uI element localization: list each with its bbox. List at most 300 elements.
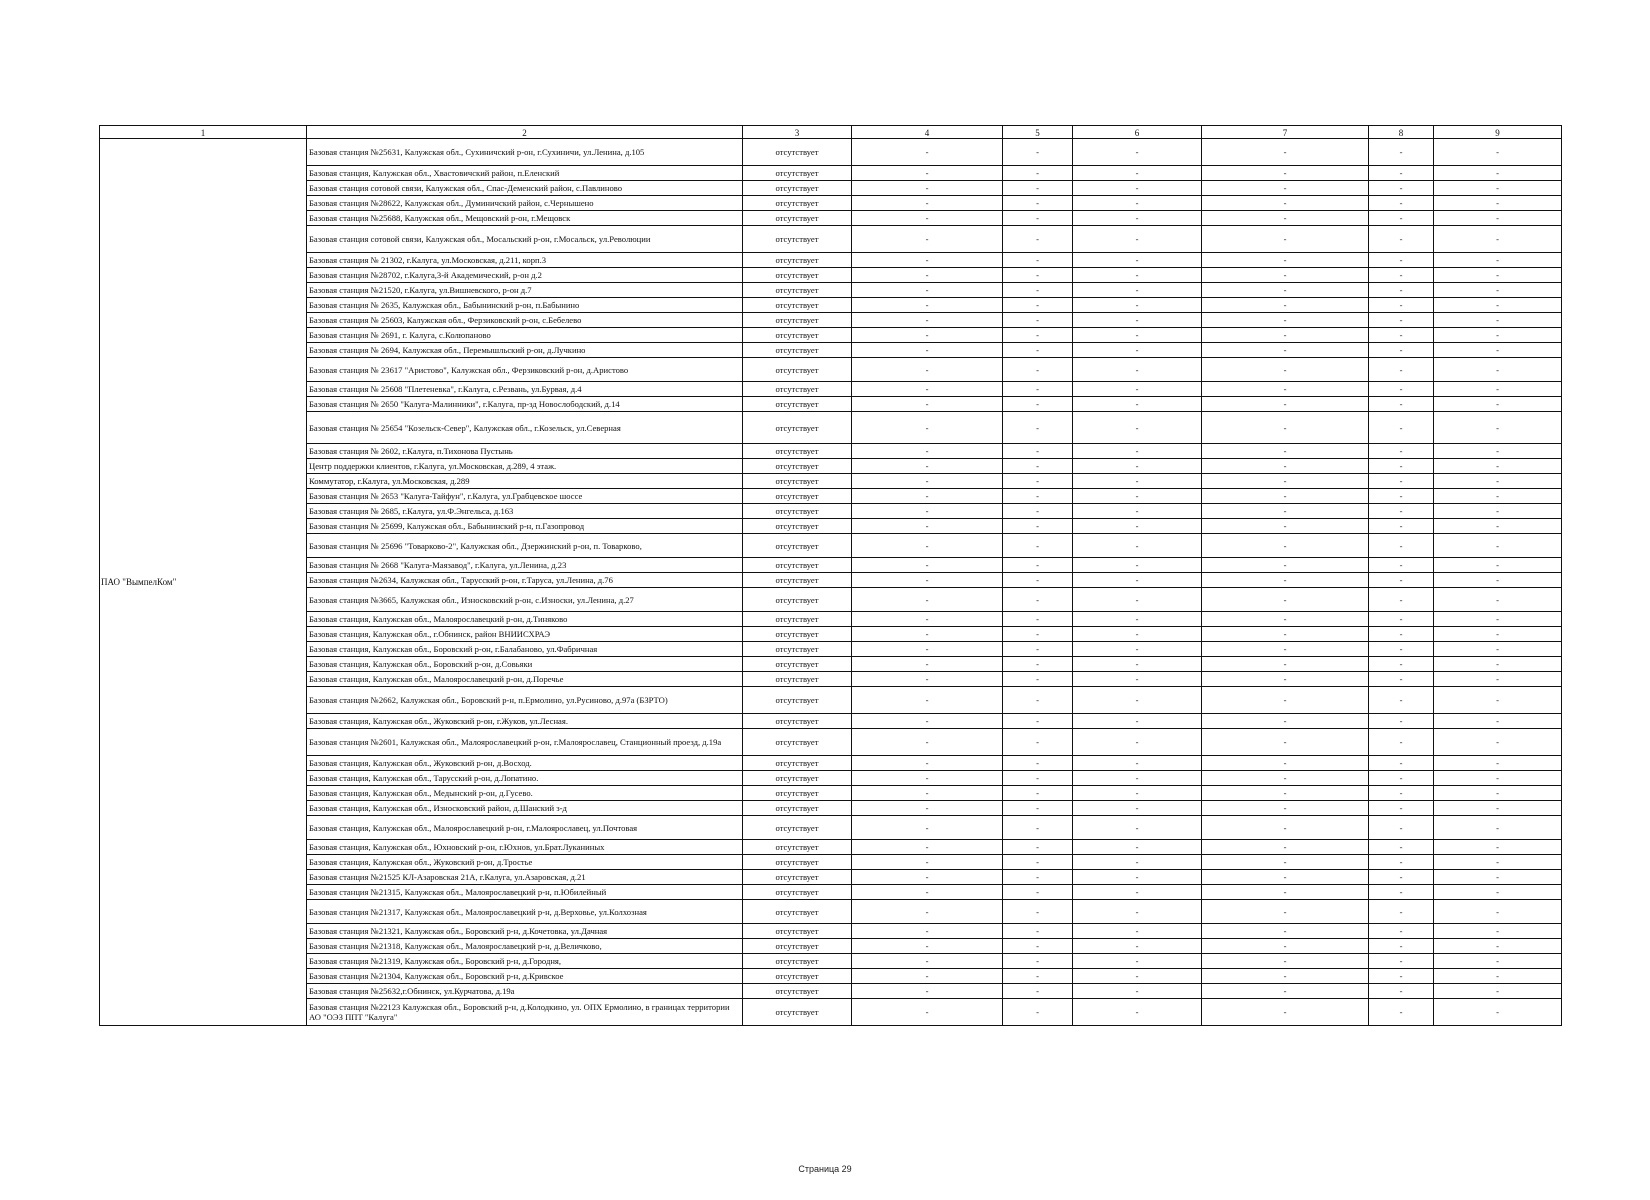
dash-cell-col9: - bbox=[1434, 627, 1562, 642]
dash-cell-col8: - bbox=[1369, 786, 1434, 801]
object-name: Базовая станция, Калужская обл., Тарусский р-он, д.Лопатино. bbox=[307, 771, 743, 786]
status-cell: отсутствует bbox=[743, 984, 852, 999]
dash-cell-col9: - bbox=[1434, 816, 1562, 840]
dash-cell-col7: - bbox=[1202, 313, 1369, 328]
table-row bbox=[100, 166, 1562, 181]
dash-cell-col8: - bbox=[1369, 558, 1434, 573]
object-name: Базовая станция № 2691, г. Калуга, с.Колюпаново bbox=[307, 328, 743, 343]
status-cell: отсутствует bbox=[743, 268, 852, 283]
dash-cell-col6: - bbox=[1073, 489, 1202, 504]
dash-cell-col6: - bbox=[1073, 226, 1202, 253]
dash-cell-col6: - bbox=[1073, 196, 1202, 211]
dash-cell-col8: - bbox=[1369, 855, 1434, 870]
dash-cell-col9: - bbox=[1434, 343, 1562, 358]
dash-cell-col9: - bbox=[1434, 474, 1562, 489]
dash-cell-col9: - bbox=[1434, 253, 1562, 268]
dash-cell-col4: - bbox=[852, 558, 1003, 573]
table-row bbox=[100, 816, 1562, 840]
dash-cell-col6: - bbox=[1073, 816, 1202, 840]
status-cell: отсутствует bbox=[743, 519, 852, 534]
table-row bbox=[100, 313, 1562, 328]
dash-cell-col5: - bbox=[1003, 268, 1073, 283]
dash-cell-col8: - bbox=[1369, 226, 1434, 253]
dash-cell-col9: - bbox=[1434, 885, 1562, 900]
dash-cell-col4: - bbox=[852, 397, 1003, 412]
dash-cell-col9: - bbox=[1434, 519, 1562, 534]
dash-cell-col4: - bbox=[852, 253, 1003, 268]
dash-cell-col4: - bbox=[852, 984, 1003, 999]
status-cell: отсутствует bbox=[743, 211, 852, 226]
dash-cell-col4: - bbox=[852, 870, 1003, 885]
dash-cell-col6: - bbox=[1073, 588, 1202, 612]
dash-cell-col4: - bbox=[852, 211, 1003, 226]
dash-cell-col8: - bbox=[1369, 588, 1434, 612]
table-row bbox=[100, 519, 1562, 534]
dash-cell-col5: - bbox=[1003, 534, 1073, 558]
status-cell: отсутствует bbox=[743, 657, 852, 672]
dash-cell-col4: - bbox=[852, 771, 1003, 786]
dash-cell-col7: - bbox=[1202, 397, 1369, 412]
dash-cell-col6: - bbox=[1073, 253, 1202, 268]
dash-cell-col5: - bbox=[1003, 166, 1073, 181]
dash-cell-col8: - bbox=[1369, 358, 1434, 382]
table-row bbox=[100, 900, 1562, 924]
table-row bbox=[100, 642, 1562, 657]
dash-cell-col4: - bbox=[852, 939, 1003, 954]
dash-cell-col6: - bbox=[1073, 954, 1202, 969]
dash-cell-col9: - bbox=[1434, 459, 1562, 474]
object-name: Базовая станция № 2694, Калужская обл., Перемышльский р-он, д.Лучкино bbox=[307, 343, 743, 358]
dash-cell-col8: - bbox=[1369, 627, 1434, 642]
dash-cell-col7: - bbox=[1202, 714, 1369, 729]
dash-cell-col9: - bbox=[1434, 714, 1562, 729]
dash-cell-col6: - bbox=[1073, 139, 1202, 166]
object-name: Базовая станция, Калужская обл., Юхновский р-он, г.Юхнов, ул.Брат.Луканиных bbox=[307, 840, 743, 855]
status-cell: отсутствует bbox=[743, 771, 852, 786]
dash-cell-col9: - bbox=[1434, 672, 1562, 687]
status-cell: отсутствует bbox=[743, 840, 852, 855]
table-row bbox=[100, 534, 1562, 558]
status-cell: отсутствует bbox=[743, 924, 852, 939]
dash-cell-col8: - bbox=[1369, 268, 1434, 283]
object-name: Центр поддержки клиентов, г.Калуга, ул.Московская, д.289, 4 этаж. bbox=[307, 459, 743, 474]
dash-cell-col5: - bbox=[1003, 358, 1073, 382]
table-row bbox=[100, 612, 1562, 627]
status-cell: отсутствует bbox=[743, 489, 852, 504]
status-cell: отсутствует bbox=[743, 397, 852, 412]
dash-cell-col4: - bbox=[852, 924, 1003, 939]
column-number-1: 1 bbox=[100, 126, 307, 139]
object-name: Базовая станция №28622, Калужская обл., Думиничский район, с.Чернышено bbox=[307, 196, 743, 211]
column-number-4: 4 bbox=[852, 126, 1003, 139]
table-row bbox=[100, 714, 1562, 729]
dash-cell-col4: - bbox=[852, 999, 1003, 1026]
dash-cell-col8: - bbox=[1369, 984, 1434, 999]
dash-cell-col6: - bbox=[1073, 924, 1202, 939]
dash-cell-col5: - bbox=[1003, 139, 1073, 166]
dash-cell-col6: - bbox=[1073, 573, 1202, 588]
status-cell: отсутствует bbox=[743, 969, 852, 984]
dash-cell-col7: - bbox=[1202, 343, 1369, 358]
dash-cell-col9: - bbox=[1434, 268, 1562, 283]
dash-cell-col9: - bbox=[1434, 984, 1562, 999]
status-cell: отсутствует bbox=[743, 642, 852, 657]
object-name: Базовая станция №21318, Калужская обл., Малоярославецкий р-н, д.Величково, bbox=[307, 939, 743, 954]
dash-cell-col5: - bbox=[1003, 729, 1073, 756]
dash-cell-col6: - bbox=[1073, 687, 1202, 714]
dash-cell-col9: - bbox=[1434, 840, 1562, 855]
dash-cell-col9: - bbox=[1434, 954, 1562, 969]
table-row bbox=[100, 412, 1562, 444]
dash-cell-col9: - bbox=[1434, 801, 1562, 816]
dash-cell-col6: - bbox=[1073, 181, 1202, 196]
dash-cell-col7: - bbox=[1202, 412, 1369, 444]
object-name: Базовая станция, Калужская обл., Жуковский р-он, д.Тростье bbox=[307, 855, 743, 870]
dash-cell-col9: - bbox=[1434, 196, 1562, 211]
dash-cell-col6: - bbox=[1073, 166, 1202, 181]
dash-cell-col6: - bbox=[1073, 969, 1202, 984]
dash-cell-col4: - bbox=[852, 573, 1003, 588]
dash-cell-col9: - bbox=[1434, 642, 1562, 657]
object-name: Базовая станция № 2650 "Калуга-Малинники", г.Калуга, пр-зд Новослободский, д.14 bbox=[307, 397, 743, 412]
dash-cell-col6: - bbox=[1073, 519, 1202, 534]
object-name: Базовая станция № 25699, Калужская обл., Бабынинский р-н, п.Газопровод bbox=[307, 519, 743, 534]
status-cell: отсутствует bbox=[743, 181, 852, 196]
dash-cell-col9: - bbox=[1434, 382, 1562, 397]
dash-cell-col5: - bbox=[1003, 657, 1073, 672]
object-name: Базовая станция №25632,г.Обнинск, ул.Курчатова, д.19а bbox=[307, 984, 743, 999]
dash-cell-col5: - bbox=[1003, 612, 1073, 627]
dash-cell-col6: - bbox=[1073, 729, 1202, 756]
dash-cell-col5: - bbox=[1003, 870, 1073, 885]
table-row bbox=[100, 840, 1562, 855]
dash-cell-col4: - bbox=[852, 504, 1003, 519]
dash-cell-col8: - bbox=[1369, 283, 1434, 298]
table-row bbox=[100, 939, 1562, 954]
dash-cell-col8: - bbox=[1369, 729, 1434, 756]
dash-cell-col4: - bbox=[852, 627, 1003, 642]
dash-cell-col8: - bbox=[1369, 474, 1434, 489]
dash-cell-col5: - bbox=[1003, 840, 1073, 855]
status-cell: отсутствует bbox=[743, 474, 852, 489]
dash-cell-col7: - bbox=[1202, 166, 1369, 181]
dash-cell-col8: - bbox=[1369, 382, 1434, 397]
dash-cell-col4: - bbox=[852, 969, 1003, 984]
dash-cell-col4: - bbox=[852, 786, 1003, 801]
table-row bbox=[100, 627, 1562, 642]
dash-cell-col7: - bbox=[1202, 612, 1369, 627]
dash-cell-col8: - bbox=[1369, 573, 1434, 588]
table-row bbox=[100, 181, 1562, 196]
dash-cell-col4: - bbox=[852, 166, 1003, 181]
status-cell: отсутствует bbox=[743, 588, 852, 612]
dash-cell-col6: - bbox=[1073, 855, 1202, 870]
dash-cell-col7: - bbox=[1202, 588, 1369, 612]
object-name: Базовая станция, Калужская обл., Износковский район, д.Шанский з-д bbox=[307, 801, 743, 816]
dash-cell-col4: - bbox=[852, 840, 1003, 855]
dash-cell-col9: - bbox=[1434, 870, 1562, 885]
dash-cell-col6: - bbox=[1073, 382, 1202, 397]
dash-cell-col9: - bbox=[1434, 412, 1562, 444]
status-cell: отсутствует bbox=[743, 687, 852, 714]
dash-cell-col9: - bbox=[1434, 969, 1562, 984]
object-name: Базовая станция, Калужская обл., Хвастовичский район, п.Еленский bbox=[307, 166, 743, 181]
dash-cell-col4: - bbox=[852, 714, 1003, 729]
dash-cell-col5: - bbox=[1003, 855, 1073, 870]
dash-cell-col7: - bbox=[1202, 534, 1369, 558]
dash-cell-col4: - bbox=[852, 588, 1003, 612]
object-name: Базовая станция, Калужская обл., Боровский р-он, д.Совьяки bbox=[307, 657, 743, 672]
dash-cell-col4: - bbox=[852, 885, 1003, 900]
object-name: Базовая станция № 21302, г.Калуга, ул.Московская, д.211, корп.3 bbox=[307, 253, 743, 268]
dash-cell-col8: - bbox=[1369, 181, 1434, 196]
dash-cell-col8: - bbox=[1369, 840, 1434, 855]
column-number-3: 3 bbox=[743, 126, 852, 139]
status-cell: отсутствует bbox=[743, 729, 852, 756]
table-row bbox=[100, 268, 1562, 283]
dash-cell-col4: - bbox=[852, 343, 1003, 358]
status-cell: отсутствует bbox=[743, 343, 852, 358]
dash-cell-col6: - bbox=[1073, 298, 1202, 313]
dash-cell-col9: - bbox=[1434, 534, 1562, 558]
dash-cell-col9: - bbox=[1434, 657, 1562, 672]
dash-cell-col7: - bbox=[1202, 954, 1369, 969]
object-name: Базовая станция №21525 КЛ-Азаровская 21А, г.Калуга, ул.Азаровская, д.21 bbox=[307, 870, 743, 885]
dash-cell-col7: - bbox=[1202, 771, 1369, 786]
dash-cell-col7: - bbox=[1202, 885, 1369, 900]
status-cell: отсутствует bbox=[743, 283, 852, 298]
table-row bbox=[100, 298, 1562, 313]
dash-cell-col5: - bbox=[1003, 627, 1073, 642]
dash-cell-col8: - bbox=[1369, 870, 1434, 885]
dash-cell-col8: - bbox=[1369, 687, 1434, 714]
dash-cell-col7: - bbox=[1202, 657, 1369, 672]
table-row bbox=[100, 459, 1562, 474]
dash-cell-col8: - bbox=[1369, 672, 1434, 687]
object-name: Базовая станция № 23617 "Аристово", Калужская обл., Ферзиковский р-он, д.Аристово bbox=[307, 358, 743, 382]
status-cell: отсутствует bbox=[743, 139, 852, 166]
dash-cell-col9: - bbox=[1434, 283, 1562, 298]
table-row bbox=[100, 489, 1562, 504]
status-cell: отсутствует bbox=[743, 253, 852, 268]
table-row bbox=[100, 253, 1562, 268]
table-row bbox=[100, 924, 1562, 939]
dash-cell-col6: - bbox=[1073, 459, 1202, 474]
object-name: Базовая станция №25688, Калужская обл., Мещовский р-он, г.Мещовск bbox=[307, 211, 743, 226]
dash-cell-col7: - bbox=[1202, 382, 1369, 397]
dash-cell-col8: - bbox=[1369, 397, 1434, 412]
dash-cell-col7: - bbox=[1202, 253, 1369, 268]
dash-cell-col9: - bbox=[1434, 397, 1562, 412]
dash-cell-col7: - bbox=[1202, 840, 1369, 855]
object-name: Базовая станция №21319, Калужская обл., Боровский р-н, д.Городня, bbox=[307, 954, 743, 969]
object-name: Базовая станция, Калужская обл., Медынский р-он, д.Гусево. bbox=[307, 786, 743, 801]
dash-cell-col9: - bbox=[1434, 211, 1562, 226]
dash-cell-col6: - bbox=[1073, 870, 1202, 885]
dash-cell-col7: - bbox=[1202, 181, 1369, 196]
status-cell: отсутствует bbox=[743, 459, 852, 474]
dash-cell-col7: - bbox=[1202, 558, 1369, 573]
table-row bbox=[100, 139, 1562, 166]
object-name: Коммутатор, г.Калуга, ул.Московская, д.289 bbox=[307, 474, 743, 489]
dash-cell-col7: - bbox=[1202, 489, 1369, 504]
dash-cell-col5: - bbox=[1003, 489, 1073, 504]
dash-cell-col5: - bbox=[1003, 181, 1073, 196]
dash-cell-col5: - bbox=[1003, 924, 1073, 939]
object-name: Базовая станция, Калужская обл., г.Обнинск, район ВНИИСХРАЭ bbox=[307, 627, 743, 642]
dash-cell-col5: - bbox=[1003, 885, 1073, 900]
dash-cell-col7: - bbox=[1202, 855, 1369, 870]
status-cell: отсутствует bbox=[743, 627, 852, 642]
dash-cell-col7: - bbox=[1202, 328, 1369, 343]
table-row bbox=[100, 382, 1562, 397]
dash-cell-col7: - bbox=[1202, 642, 1369, 657]
dash-cell-col5: - bbox=[1003, 459, 1073, 474]
dash-cell-col4: - bbox=[852, 412, 1003, 444]
dash-cell-col4: - bbox=[852, 328, 1003, 343]
table-row bbox=[100, 397, 1562, 412]
status-cell: отсутствует bbox=[743, 816, 852, 840]
dash-cell-col5: - bbox=[1003, 573, 1073, 588]
status-cell: отсутствует bbox=[743, 885, 852, 900]
dash-cell-col7: - bbox=[1202, 786, 1369, 801]
object-name: Базовая станция № 2602, г.Калуга, п.Тихонова Пустынь bbox=[307, 444, 743, 459]
status-cell: отсутствует bbox=[743, 504, 852, 519]
dash-cell-col8: - bbox=[1369, 139, 1434, 166]
dash-cell-col5: - bbox=[1003, 412, 1073, 444]
dash-cell-col6: - bbox=[1073, 328, 1202, 343]
dash-cell-col6: - bbox=[1073, 444, 1202, 459]
dash-cell-col5: - bbox=[1003, 474, 1073, 489]
status-cell: отсутствует bbox=[743, 714, 852, 729]
dash-cell-col8: - bbox=[1369, 328, 1434, 343]
object-name: Базовая станция № 2685, г.Калуга, ул.Ф.Энгельса, д.163 bbox=[307, 504, 743, 519]
table-row bbox=[100, 211, 1562, 226]
dash-cell-col7: - bbox=[1202, 687, 1369, 714]
dash-cell-col9: - bbox=[1434, 558, 1562, 573]
dash-cell-col5: - bbox=[1003, 211, 1073, 226]
dash-cell-col8: - bbox=[1369, 900, 1434, 924]
dash-cell-col4: - bbox=[852, 657, 1003, 672]
dash-cell-col8: - bbox=[1369, 313, 1434, 328]
dash-cell-col4: - bbox=[852, 489, 1003, 504]
dash-cell-col8: - bbox=[1369, 771, 1434, 786]
dash-cell-col6: - bbox=[1073, 984, 1202, 999]
object-name: Базовая станция, Калужская обл., Малоярославецкий р-он, д.Тиняково bbox=[307, 612, 743, 627]
dash-cell-col9: - bbox=[1434, 313, 1562, 328]
status-cell: отсутствует bbox=[743, 328, 852, 343]
object-name: Базовая станция №25631, Калужская обл., Сухиничский р-он, г.Сухиничи, ул.Ленина, д.105 bbox=[307, 139, 743, 166]
dash-cell-col4: - bbox=[852, 642, 1003, 657]
dash-cell-col7: - bbox=[1202, 298, 1369, 313]
dash-cell-col7: - bbox=[1202, 939, 1369, 954]
object-name: Базовая станция №21321, Калужская обл., Боровский р-н, д.Кочетовка, ул.Дачная bbox=[307, 924, 743, 939]
object-name: Базовая станция №28702, г.Калуга,3-й Академический, р-он д.2 bbox=[307, 268, 743, 283]
dash-cell-col4: - bbox=[852, 519, 1003, 534]
status-cell: отсутствует bbox=[743, 870, 852, 885]
dash-cell-col6: - bbox=[1073, 412, 1202, 444]
object-name: Базовая станция №3665, Калужская обл., Износковский р-он, с.Износки, ул.Ленина, д.27 bbox=[307, 588, 743, 612]
dash-cell-col9: - bbox=[1434, 504, 1562, 519]
table-row bbox=[100, 657, 1562, 672]
dash-cell-col9: - bbox=[1434, 573, 1562, 588]
column-number-2: 2 bbox=[307, 126, 743, 139]
status-cell: отсутствует bbox=[743, 382, 852, 397]
dash-cell-col9: - bbox=[1434, 444, 1562, 459]
dash-cell-col5: - bbox=[1003, 519, 1073, 534]
dash-cell-col5: - bbox=[1003, 756, 1073, 771]
dash-cell-col8: - bbox=[1369, 999, 1434, 1026]
dash-cell-col9: - bbox=[1434, 756, 1562, 771]
dash-cell-col5: - bbox=[1003, 714, 1073, 729]
object-name: Базовая станция №22123 Калужская обл., Боровский р-н, д.Колодкино, ул. ОПХ Ермолино, в границах территории АО "ОЭЗ ППТ "Калуга" bbox=[307, 999, 743, 1026]
dash-cell-col9: - bbox=[1434, 924, 1562, 939]
dash-cell-col5: - bbox=[1003, 672, 1073, 687]
status-cell: отсутствует bbox=[743, 196, 852, 211]
table-row bbox=[100, 226, 1562, 253]
status-cell: отсутствует bbox=[743, 226, 852, 253]
dash-cell-col8: - bbox=[1369, 444, 1434, 459]
dash-cell-col9: - bbox=[1434, 181, 1562, 196]
status-cell: отсутствует bbox=[743, 801, 852, 816]
dash-cell-col7: - bbox=[1202, 519, 1369, 534]
dash-cell-col4: - bbox=[852, 612, 1003, 627]
dash-cell-col4: - bbox=[852, 459, 1003, 474]
dash-cell-col7: - bbox=[1202, 573, 1369, 588]
dash-cell-col5: - bbox=[1003, 954, 1073, 969]
status-cell: отсутствует bbox=[743, 534, 852, 558]
dash-cell-col9: - bbox=[1434, 612, 1562, 627]
table-row bbox=[100, 687, 1562, 714]
dash-cell-col6: - bbox=[1073, 283, 1202, 298]
dash-cell-col4: - bbox=[852, 313, 1003, 328]
dash-cell-col5: - bbox=[1003, 343, 1073, 358]
dash-cell-col4: - bbox=[852, 801, 1003, 816]
status-cell: отсутствует bbox=[743, 298, 852, 313]
dash-cell-col5: - bbox=[1003, 588, 1073, 612]
table-row bbox=[100, 771, 1562, 786]
dash-cell-col5: - bbox=[1003, 984, 1073, 999]
dash-cell-col8: - bbox=[1369, 642, 1434, 657]
dash-cell-col4: - bbox=[852, 672, 1003, 687]
dash-cell-col9: - bbox=[1434, 687, 1562, 714]
dash-cell-col6: - bbox=[1073, 558, 1202, 573]
status-cell: отсутствует bbox=[743, 939, 852, 954]
dash-cell-col7: - bbox=[1202, 672, 1369, 687]
status-cell: отсутствует bbox=[743, 999, 852, 1026]
dash-cell-col7: - bbox=[1202, 268, 1369, 283]
dash-cell-col4: - bbox=[852, 226, 1003, 253]
object-name: Базовая станция №21317, Калужская обл., Малоярославецкий р-н, д.Верховье, ул.Колхозная bbox=[307, 900, 743, 924]
dash-cell-col7: - bbox=[1202, 900, 1369, 924]
dash-cell-col7: - bbox=[1202, 969, 1369, 984]
table-row bbox=[100, 999, 1562, 1026]
object-name: Базовая станция № 25603, Калужская обл., Ферзиковский р-он, с.Бебелево bbox=[307, 313, 743, 328]
dash-cell-col7: - bbox=[1202, 504, 1369, 519]
object-name: Базовая станция, Калужская обл., Малоярославецкий р-он, д.Поречье bbox=[307, 672, 743, 687]
dash-cell-col6: - bbox=[1073, 534, 1202, 558]
dash-cell-col8: - bbox=[1369, 298, 1434, 313]
dash-cell-col8: - bbox=[1369, 801, 1434, 816]
status-cell: отсутствует bbox=[743, 900, 852, 924]
dash-cell-col7: - bbox=[1202, 211, 1369, 226]
object-name: Базовая станция сотовой связи, Калужская обл., Спас-Деменский район, с.Павлиново bbox=[307, 181, 743, 196]
table-row bbox=[100, 954, 1562, 969]
dash-cell-col6: - bbox=[1073, 612, 1202, 627]
dash-cell-col6: - bbox=[1073, 771, 1202, 786]
dash-cell-col9: - bbox=[1434, 139, 1562, 166]
dash-cell-col4: - bbox=[852, 444, 1003, 459]
